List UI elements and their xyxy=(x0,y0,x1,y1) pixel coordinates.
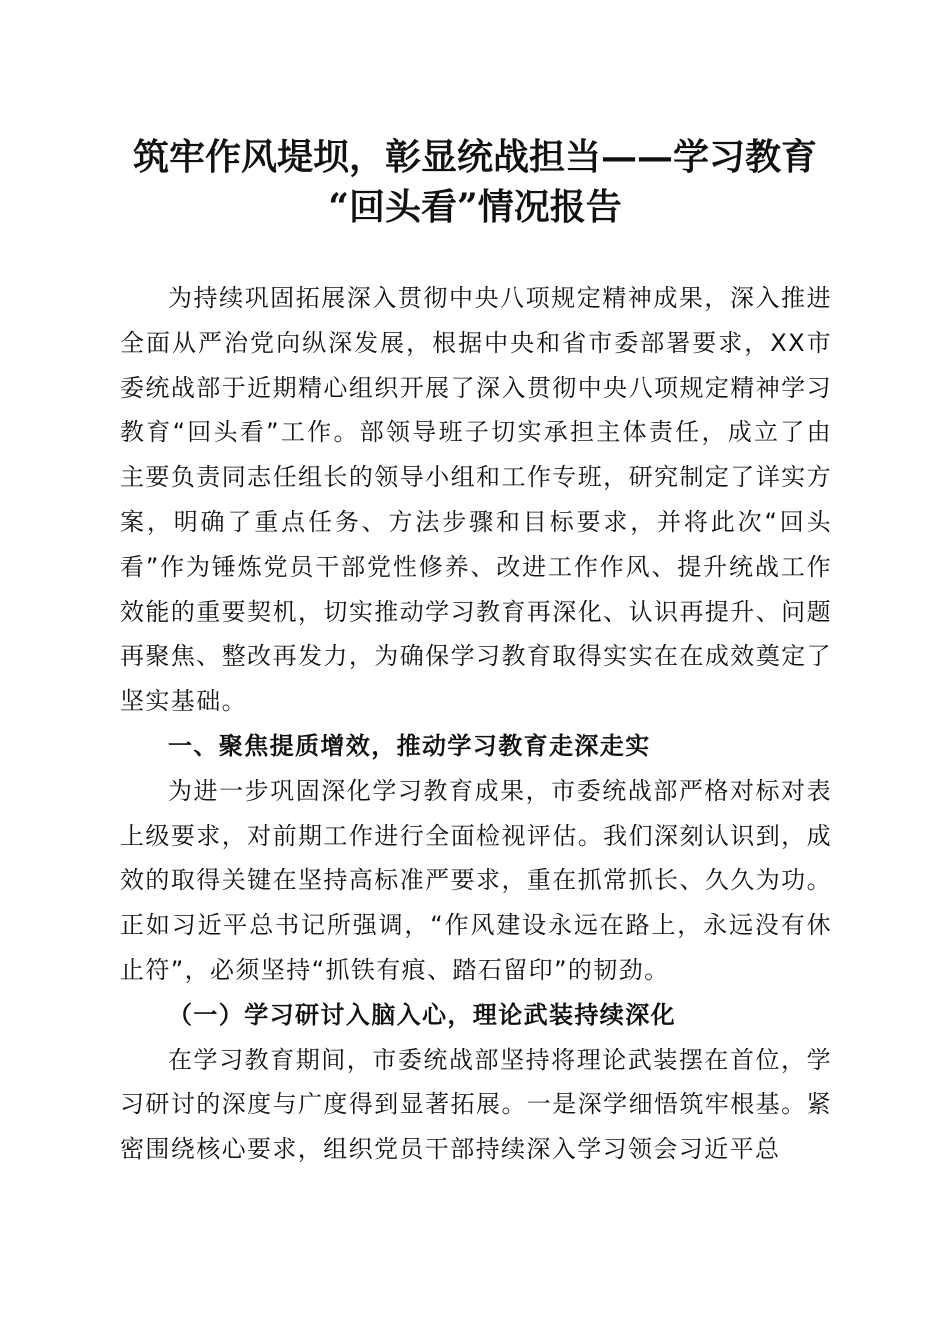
subsection-1-paragraph: 在学习教育期间，市委统战部坚持将理论武装摆在首位，学习研讨的深度与广度得到显著拓展。一是深学细悟筑牢根基。紧密围绕核心要求，组织党员干部持续深入学习领会习近平总 xyxy=(120,1045,832,1164)
section-1-paragraph: 为进一步巩固深化学习教育成果，市委统战部严格对标对表上级要求，对前期工作进行全面检视评估。我们深刻认识到，成效的取得关键在坚持高标准严要求，重在抓常抓长、久久为功。正如习近平总书记所强调，“作风建设永远在路上，永远没有休止符”，必须坚持“抓铁有痕、踏石留印”的韧劲。 xyxy=(120,776,832,984)
title-line-2: “回头看”情况报告 xyxy=(328,186,622,228)
section-1-heading: 一、聚焦提质增效，推动学习教育走深走实 xyxy=(168,731,651,760)
document-body xyxy=(120,276,832,1172)
title-line-1: 筑牢作风堤坝，彰显统战担当——学习教育 xyxy=(132,136,817,178)
intro-paragraph: 为持续巩固拓展深入贯彻中央八项规定精神成果，深入推进全面从严治党向纵深发展，根据中央和省市委部署要求，XX市委统战部于近期精心组织开展了深入贯彻中央八项规定精神学习教育“回头看”工作。部领导班子切实承担主体责任，成立了由主要负责同志任组长的领导小组和工作专班，研究制定了详实方案，明确了重点任务、方法步骤和目标要求，并将此次“回头看”作为锤炼党员干部党性修养、改进工作作风、提升统战工作效能的重要契机，切实推动学习教育再深化、认识再提升、问题再聚焦、整改再发力，为确保学习教育取得实实在在成效奠定了坚实基础。 xyxy=(120,284,832,716)
subsection-1-heading: （一）学习研讨入脑入心，理论武装持续深化 xyxy=(168,999,676,1029)
document-title xyxy=(100,132,850,232)
